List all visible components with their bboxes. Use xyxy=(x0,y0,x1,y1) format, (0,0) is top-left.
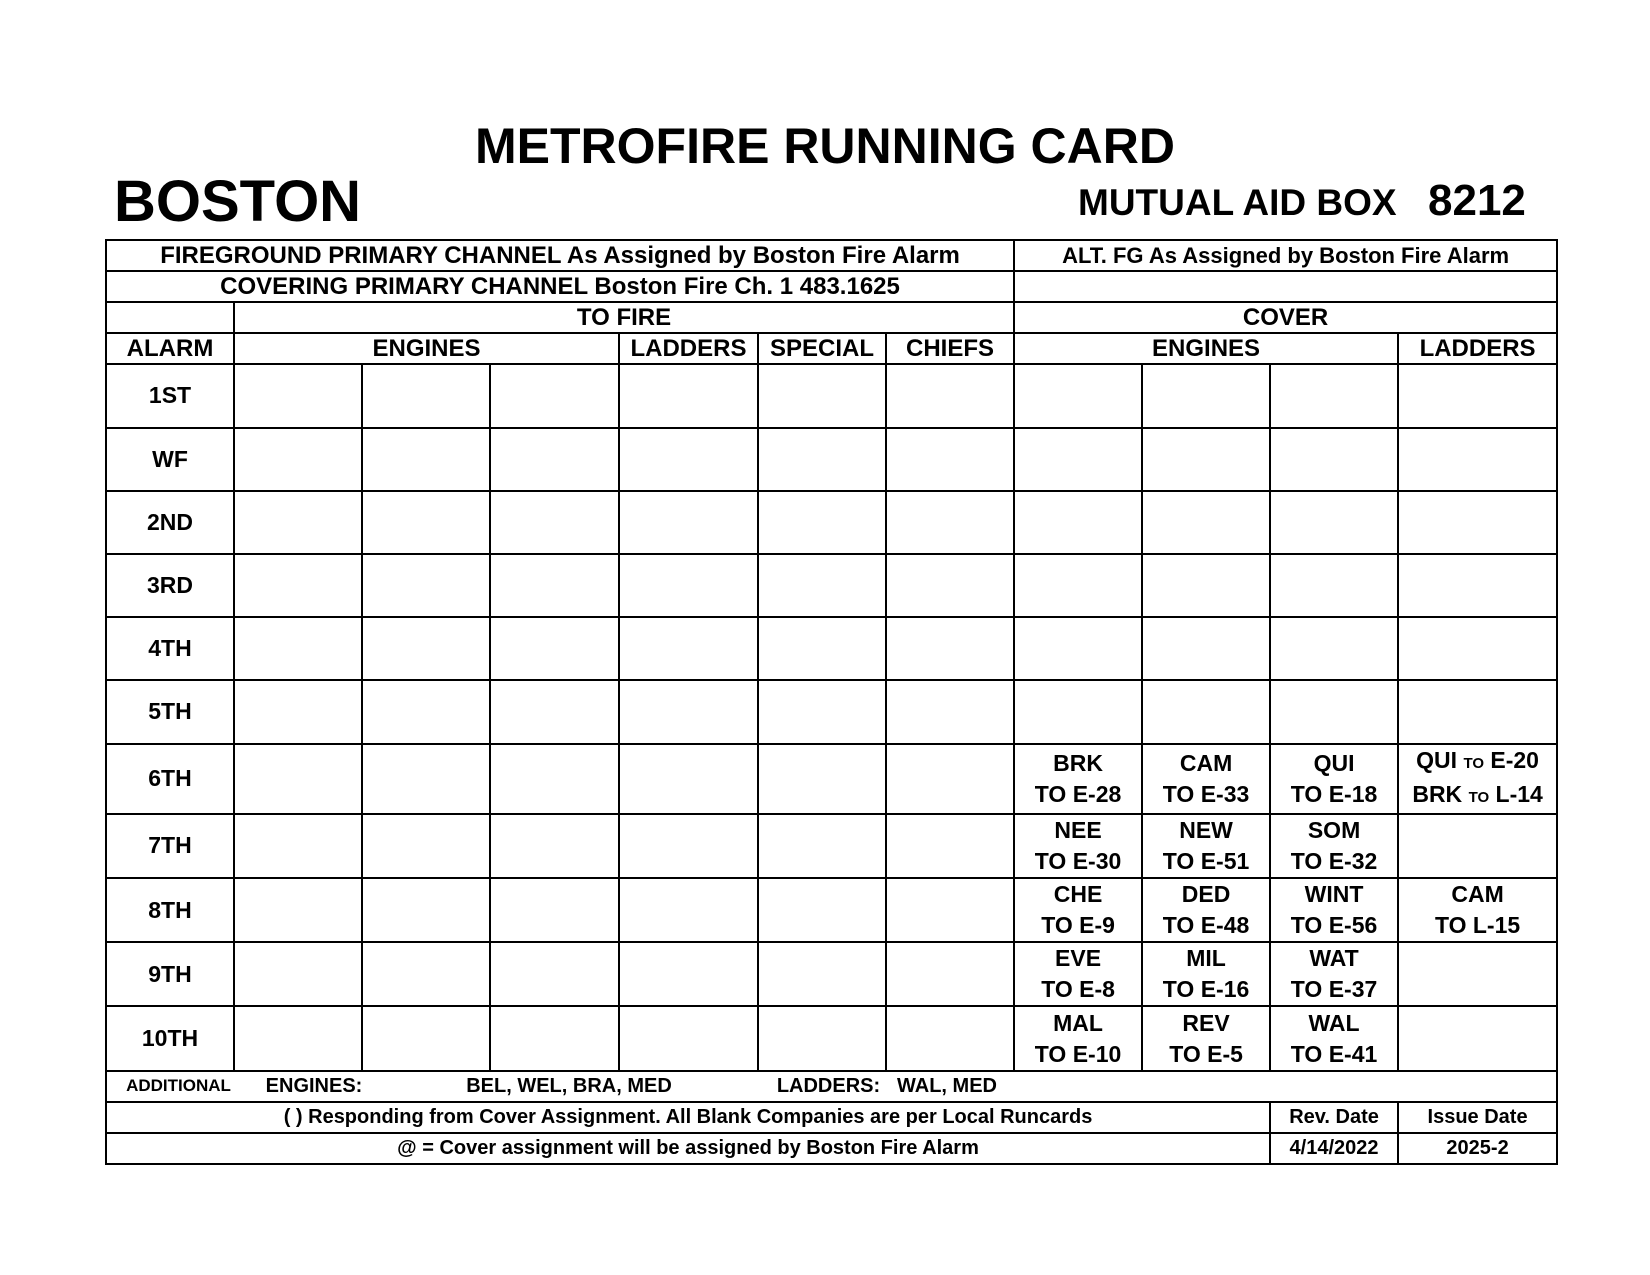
additional-ladders-label: LADDERS: xyxy=(776,1074,881,1097)
card-title: METROFIRE RUNNING CARD xyxy=(475,118,1175,174)
alarm-row xyxy=(106,554,1557,617)
note-cover-assignment: ( ) Responding from Cover Assignment. All Blank Companies are per Local Runcards xyxy=(106,1102,1270,1133)
cover-engine-cell: WINT TO E-56 xyxy=(1270,878,1398,942)
cover-engine-cell: DED TO E-48 xyxy=(1142,878,1270,942)
additional-engines-label: ENGINES: xyxy=(265,1074,363,1097)
special-column-header: SPECIAL xyxy=(758,333,886,364)
alarm-row xyxy=(106,814,1557,878)
alarm-row xyxy=(106,364,1557,427)
rev-date-label: Rev. Date xyxy=(1270,1102,1398,1133)
cover-engine-cell: EVE TO E-8 xyxy=(1014,942,1142,1006)
alarm-label: 7TH xyxy=(106,814,234,878)
covering-channel-blank xyxy=(1014,271,1557,302)
alarm-label: 3RD xyxy=(106,554,234,617)
cover-ladder-cell xyxy=(1398,1006,1557,1070)
cover-header: COVER xyxy=(1014,302,1557,333)
cover-ladders-column-header: LADDERS xyxy=(1398,333,1557,364)
covering-channel: COVERING PRIMARY CHANNEL Boston Fire Ch. 1 483.1625 xyxy=(106,271,1014,302)
alarm-row xyxy=(106,744,1557,814)
cover-engine-cell: MIL TO E-16 xyxy=(1142,942,1270,1006)
alarm-label: 10TH xyxy=(106,1006,234,1070)
alarm-row xyxy=(106,491,1557,554)
fireground-channel: FIREGROUND PRIMARY CHANNEL As Assigned by Boston Fire Alarm xyxy=(106,240,1014,271)
alarm-row xyxy=(106,942,1557,1006)
cover-engine-cell: BRK TO E-28 xyxy=(1014,744,1142,814)
alarm-label: 1ST xyxy=(106,364,234,427)
alt-fireground-channel: ALT. FG As Assigned by Boston Fire Alarm xyxy=(1014,240,1557,271)
cover-engine-cell: MAL TO E-10 xyxy=(1014,1006,1142,1070)
additional-label: ADDITIONAL xyxy=(126,1076,231,1096)
cover-engine-cell: SOM TO E-32 xyxy=(1270,814,1398,878)
additional-companies-row xyxy=(106,1071,1557,1102)
alarm-row xyxy=(106,1006,1557,1070)
cover-engine-cell: NEE TO E-30 xyxy=(1014,814,1142,878)
box-label: MUTUAL AID BOX xyxy=(1078,182,1397,223)
alarm-row xyxy=(106,428,1557,491)
alarm-label: 5TH xyxy=(106,680,234,743)
cover-engine-cell: CAM TO E-33 xyxy=(1142,744,1270,814)
additional-engines: BEL, WEL, BRA, MED xyxy=(466,1074,672,1097)
cover-ladder-cell: QUI TO E-20 BRK TO L-14 xyxy=(1398,744,1557,814)
ladders-column-header: LADDERS xyxy=(619,333,758,364)
running-card-table xyxy=(105,239,1558,1165)
city-name: BOSTON xyxy=(114,169,362,234)
cover-engine-cell: WAT TO E-37 xyxy=(1270,942,1398,1006)
alarm-label: 8TH xyxy=(106,878,234,942)
alarm-label: 4TH xyxy=(106,617,234,680)
to-fire-header: TO FIRE xyxy=(234,302,1014,333)
alarm-label: 6TH xyxy=(106,744,234,814)
blank-header-cell xyxy=(106,302,234,333)
cover-engine-cell: QUI TO E-18 xyxy=(1270,744,1398,814)
alarm-row xyxy=(106,617,1557,680)
cover-engine-cell: REV TO E-5 xyxy=(1142,1006,1270,1070)
engines-column-header: ENGINES xyxy=(234,333,619,364)
rev-date-value: 4/14/2022 xyxy=(1270,1133,1398,1164)
cover-ladder-cell xyxy=(1398,942,1557,1006)
issue-date-value: 2025-2 xyxy=(1398,1133,1557,1164)
cover-ladder-cell: CAM TO L-15 xyxy=(1398,878,1557,942)
note-boston-fire-alarm: @ = Cover assignment will be assigned by Boston Fire Alarm xyxy=(106,1133,1270,1164)
cover-engines-column-header: ENGINES xyxy=(1014,333,1398,364)
cover-engine-cell: NEW TO E-51 xyxy=(1142,814,1270,878)
box-number: 8212 xyxy=(1428,176,1526,225)
alarm-row xyxy=(106,680,1557,743)
alarm-column-header: ALARM xyxy=(106,333,234,364)
alarm-row xyxy=(106,878,1557,942)
cover-engine-cell: CHE TO E-9 xyxy=(1014,878,1142,942)
chiefs-column-header: CHIEFS xyxy=(886,333,1014,364)
issue-date-label: Issue Date xyxy=(1398,1102,1557,1133)
alarm-label: 2ND xyxy=(106,491,234,554)
cover-ladder-cell xyxy=(1398,814,1557,878)
alarm-label: WF xyxy=(106,428,234,491)
additional-ladders: WAL, MED xyxy=(897,1074,997,1097)
cover-engine-cell: WAL TO E-41 xyxy=(1270,1006,1398,1070)
alarm-label: 9TH xyxy=(106,942,234,1006)
